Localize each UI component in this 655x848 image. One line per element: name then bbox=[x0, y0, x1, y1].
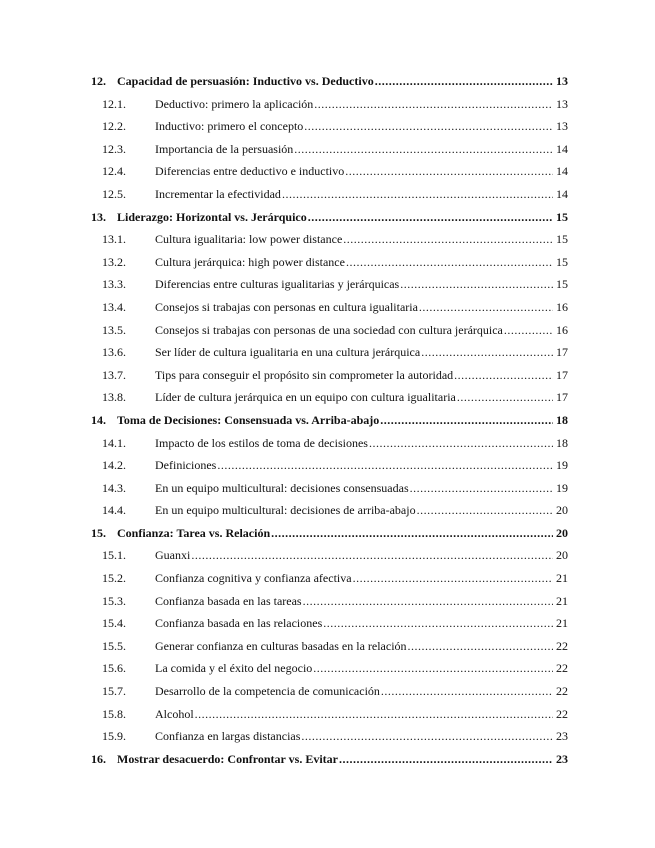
toc-dot-leader bbox=[369, 435, 553, 451]
toc-entry-number: 12.5. bbox=[102, 186, 126, 201]
toc-subsection-entry[interactable] bbox=[91, 593, 568, 616]
toc-entry-number: 15. bbox=[91, 525, 106, 540]
toc-subsection-entry[interactable] bbox=[91, 683, 568, 706]
toc-entry-page: 20 bbox=[556, 548, 568, 563]
toc-entry-page: 22 bbox=[556, 684, 568, 699]
toc-entry-page: 15 bbox=[556, 254, 568, 269]
toc-dot-leader bbox=[323, 615, 553, 631]
toc-entry-number: 13.8. bbox=[102, 390, 126, 405]
toc-entry-title: Inductivo: primero el concepto bbox=[155, 119, 304, 134]
toc-subsection-entry[interactable] bbox=[91, 231, 568, 254]
toc-entry-page: 15 bbox=[556, 232, 568, 247]
toc-entry-page: 13 bbox=[556, 119, 568, 134]
toc-entry-title: Confianza cognitiva y confianza afectiva bbox=[155, 571, 352, 586]
toc-dot-leader bbox=[191, 547, 553, 563]
toc-dot-leader bbox=[400, 276, 553, 292]
toc-entry-title: Confianza: Tarea vs. Relación bbox=[117, 525, 271, 540]
toc-entry-page: 21 bbox=[556, 616, 568, 631]
toc-entry-number: 15.6. bbox=[102, 661, 126, 676]
toc-entry-page: 18 bbox=[556, 412, 568, 427]
toc-dot-leader bbox=[313, 660, 553, 676]
toc-entry-page: 19 bbox=[556, 480, 568, 495]
table-of-contents bbox=[91, 73, 568, 773]
toc-entry-title: La comida y el éxito del negocio bbox=[155, 661, 313, 676]
toc-entry-number: 12.3. bbox=[102, 141, 126, 156]
toc-entry-title: Confianza basada en las relaciones bbox=[155, 616, 323, 631]
toc-entry-title: Generar confianza en culturas basadas en la relación bbox=[155, 638, 407, 653]
toc-entry-title: Impacto de los estilos de toma de decisiones bbox=[155, 435, 368, 450]
toc-entry-number: 13.7. bbox=[102, 367, 126, 382]
toc-dot-leader bbox=[343, 231, 553, 247]
toc-dot-leader bbox=[314, 96, 553, 112]
toc-entry-title: Tips para conseguir el propósito sin comprometer la autoridad bbox=[155, 367, 454, 382]
toc-subsection-entry[interactable] bbox=[91, 728, 568, 751]
toc-dot-leader bbox=[301, 728, 553, 744]
toc-dot-leader bbox=[419, 299, 553, 315]
toc-dot-leader bbox=[282, 186, 553, 202]
toc-entry-number: 15.9. bbox=[102, 729, 126, 744]
toc-dot-leader bbox=[380, 412, 553, 428]
toc-dot-leader bbox=[308, 209, 553, 225]
toc-entry-number: 15.3. bbox=[102, 593, 126, 608]
toc-entry-page: 13 bbox=[556, 74, 568, 88]
toc-entry-page: 13 bbox=[556, 96, 568, 111]
toc-entry-title: Liderazgo: Horizontal vs. Jerárquico bbox=[117, 209, 307, 224]
toc-entry-title: Cultura jerárquica: high power distance bbox=[155, 254, 345, 269]
toc-entry-title: Incrementar la efectividad bbox=[155, 186, 281, 201]
toc-subsection-entry[interactable] bbox=[91, 186, 568, 209]
toc-dot-leader bbox=[271, 525, 553, 541]
toc-entry-number: 13.1. bbox=[102, 232, 126, 247]
toc-entry-title: En un equipo multicultural: decisiones de arriba-abajo bbox=[155, 503, 416, 518]
toc-entry-number: 15.4. bbox=[102, 616, 126, 631]
toc-entry-number: 16. bbox=[91, 751, 106, 766]
toc-entry-title: Confianza basada en las tareas bbox=[155, 593, 302, 608]
toc-entry-number: 15.2. bbox=[102, 571, 126, 586]
toc-entry-page: 19 bbox=[556, 458, 568, 473]
toc-entry-number: 15.5. bbox=[102, 638, 126, 653]
toc-entry-title: Líder de cultura jerárquica en un equipo con cultura igualitaria bbox=[155, 390, 456, 405]
toc-entry-title: Consejos si trabajas con personas en cultura igualitaria bbox=[155, 299, 418, 314]
toc-entry-page: 17 bbox=[556, 390, 568, 405]
toc-entry-page: 20 bbox=[556, 503, 568, 518]
toc-entry-page: 16 bbox=[556, 322, 568, 337]
toc-entry-title: Confianza en largas distancias bbox=[155, 729, 301, 744]
toc-entry-number: 14. bbox=[91, 412, 106, 427]
toc-subsection-entry[interactable] bbox=[91, 502, 568, 525]
toc-subsection-entry[interactable] bbox=[91, 547, 568, 570]
toc-dot-leader bbox=[195, 706, 553, 722]
toc-entry-number: 14.3. bbox=[102, 480, 126, 495]
toc-entry-number: 14.1. bbox=[102, 435, 126, 450]
toc-entry-page: 18 bbox=[556, 435, 568, 450]
toc-entry-number: 12. bbox=[91, 74, 106, 88]
toc-subsection-entry[interactable] bbox=[91, 570, 568, 593]
toc-entry-page: 15 bbox=[556, 277, 568, 292]
toc-entry-number: 13.5. bbox=[102, 322, 126, 337]
toc-entry-title: Diferencias entre culturas igualitarias y jerárquicas bbox=[155, 277, 400, 292]
toc-entry-title: Deductivo: primero la aplicación bbox=[155, 96, 314, 111]
toc-subsection-entry[interactable] bbox=[91, 254, 568, 277]
toc-entry-page: 21 bbox=[556, 571, 568, 586]
toc-subsection-entry[interactable] bbox=[91, 638, 568, 661]
toc-entry-title: Capacidad de persuasión: Inductivo vs. Deductivo bbox=[117, 74, 374, 88]
toc-entry-page: 22 bbox=[556, 706, 568, 721]
toc-subsection-entry[interactable] bbox=[91, 141, 568, 164]
toc-dot-leader bbox=[353, 570, 553, 586]
toc-dot-leader bbox=[346, 254, 553, 270]
toc-entry-title: Importancia de la persuasión bbox=[155, 141, 294, 156]
toc-entry-page: 16 bbox=[556, 299, 568, 314]
toc-subsection-entry[interactable] bbox=[91, 118, 568, 141]
toc-dot-leader bbox=[294, 141, 553, 157]
toc-entry-number: 14.2. bbox=[102, 458, 126, 473]
toc-entry-number: 12.1. bbox=[102, 96, 126, 111]
toc-entry-page: 22 bbox=[556, 638, 568, 653]
toc-entry-number: 12.4. bbox=[102, 164, 126, 179]
toc-dot-leader bbox=[304, 118, 553, 134]
toc-entry-number: 13.6. bbox=[102, 345, 126, 360]
toc-subsection-entry[interactable] bbox=[91, 435, 568, 458]
toc-subsection-entry[interactable] bbox=[91, 276, 568, 299]
toc-section-entry[interactable] bbox=[91, 751, 568, 774]
toc-entry-number: 13.4. bbox=[102, 299, 126, 314]
toc-entry-page: 23 bbox=[556, 751, 568, 766]
toc-entry-number: 15.7. bbox=[102, 684, 126, 699]
toc-dot-leader bbox=[381, 683, 553, 699]
toc-subsection-entry[interactable] bbox=[91, 367, 568, 390]
toc-entry-page: 21 bbox=[556, 593, 568, 608]
toc-subsection-entry[interactable] bbox=[91, 389, 568, 412]
toc-dot-leader bbox=[339, 751, 553, 767]
toc-entry-page: 20 bbox=[556, 525, 568, 540]
toc-dot-leader bbox=[457, 389, 553, 405]
toc-subsection-entry[interactable] bbox=[91, 706, 568, 729]
toc-subsection-entry[interactable] bbox=[91, 163, 568, 186]
toc-entry-number: 13.2. bbox=[102, 254, 126, 269]
toc-entry-title: Mostrar desacuerdo: Confrontar vs. Evitar bbox=[117, 751, 338, 766]
toc-entry-number: 13. bbox=[91, 209, 106, 224]
toc-entry-page: 22 bbox=[556, 661, 568, 676]
toc-entry-number: 14.4. bbox=[102, 503, 126, 518]
toc-dot-leader bbox=[421, 344, 553, 360]
toc-entry-title: Consejos si trabajas con personas de una sociedad con cultura jerárquica bbox=[155, 322, 503, 337]
toc-entry-page: 15 bbox=[556, 209, 568, 224]
toc-subsection-entry[interactable] bbox=[91, 457, 568, 480]
toc-entry-page: 17 bbox=[556, 367, 568, 382]
toc-entry-title: En un equipo multicultural: decisiones consensuadas bbox=[155, 480, 409, 495]
toc-entry-title: Diferencias entre deductivo e inductivo bbox=[155, 164, 345, 179]
toc-subsection-entry[interactable] bbox=[91, 615, 568, 638]
toc-section-entry[interactable] bbox=[91, 209, 568, 232]
toc-dot-leader bbox=[217, 457, 553, 473]
toc-subsection-entry[interactable] bbox=[91, 322, 568, 345]
toc-entry-page: 14 bbox=[556, 164, 568, 179]
toc-section-entry[interactable] bbox=[91, 73, 568, 96]
toc-entry-title: Desarrollo de la competencia de comunicación bbox=[155, 684, 380, 699]
toc-dot-leader bbox=[410, 480, 553, 496]
toc-subsection-entry[interactable] bbox=[91, 480, 568, 503]
toc-dot-leader bbox=[345, 163, 553, 179]
toc-section-entry[interactable] bbox=[91, 412, 568, 435]
toc-entry-title: Guanxi bbox=[155, 548, 191, 563]
toc-entry-title: Ser líder de cultura igualitaria en una cultura jerárquica bbox=[155, 345, 421, 360]
toc-dot-leader bbox=[408, 638, 553, 654]
toc-subsection-entry[interactable] bbox=[91, 96, 568, 119]
toc-dot-leader bbox=[504, 322, 553, 338]
toc-section-entry[interactable] bbox=[91, 525, 568, 548]
toc-entry-number: 13.3. bbox=[102, 277, 126, 292]
toc-dot-leader bbox=[303, 593, 553, 609]
toc-entry-page: 23 bbox=[556, 729, 568, 744]
toc-entry-number: 12.2. bbox=[102, 119, 126, 134]
toc-subsection-entry[interactable] bbox=[91, 299, 568, 322]
toc-entry-number: 15.1. bbox=[102, 548, 126, 563]
toc-subsection-entry[interactable] bbox=[91, 660, 568, 683]
toc-entry-page: 17 bbox=[556, 345, 568, 360]
toc-entry-title: Toma de Decisiones: Consensuada vs. Arriba-abajo bbox=[117, 412, 380, 427]
toc-dot-leader bbox=[454, 367, 553, 383]
toc-entry-title: Alcohol bbox=[155, 706, 194, 721]
toc-dot-leader bbox=[417, 502, 553, 518]
toc-subsection-entry[interactable] bbox=[91, 344, 568, 367]
toc-entry-number: 15.8. bbox=[102, 706, 126, 721]
toc-entry-page: 14 bbox=[556, 186, 568, 201]
toc-dot-leader bbox=[375, 73, 553, 89]
toc-entry-page: 14 bbox=[556, 141, 568, 156]
toc-entry-title: Cultura igualitaria: low power distance bbox=[155, 232, 343, 247]
toc-entry-title: Definiciones bbox=[155, 458, 217, 473]
